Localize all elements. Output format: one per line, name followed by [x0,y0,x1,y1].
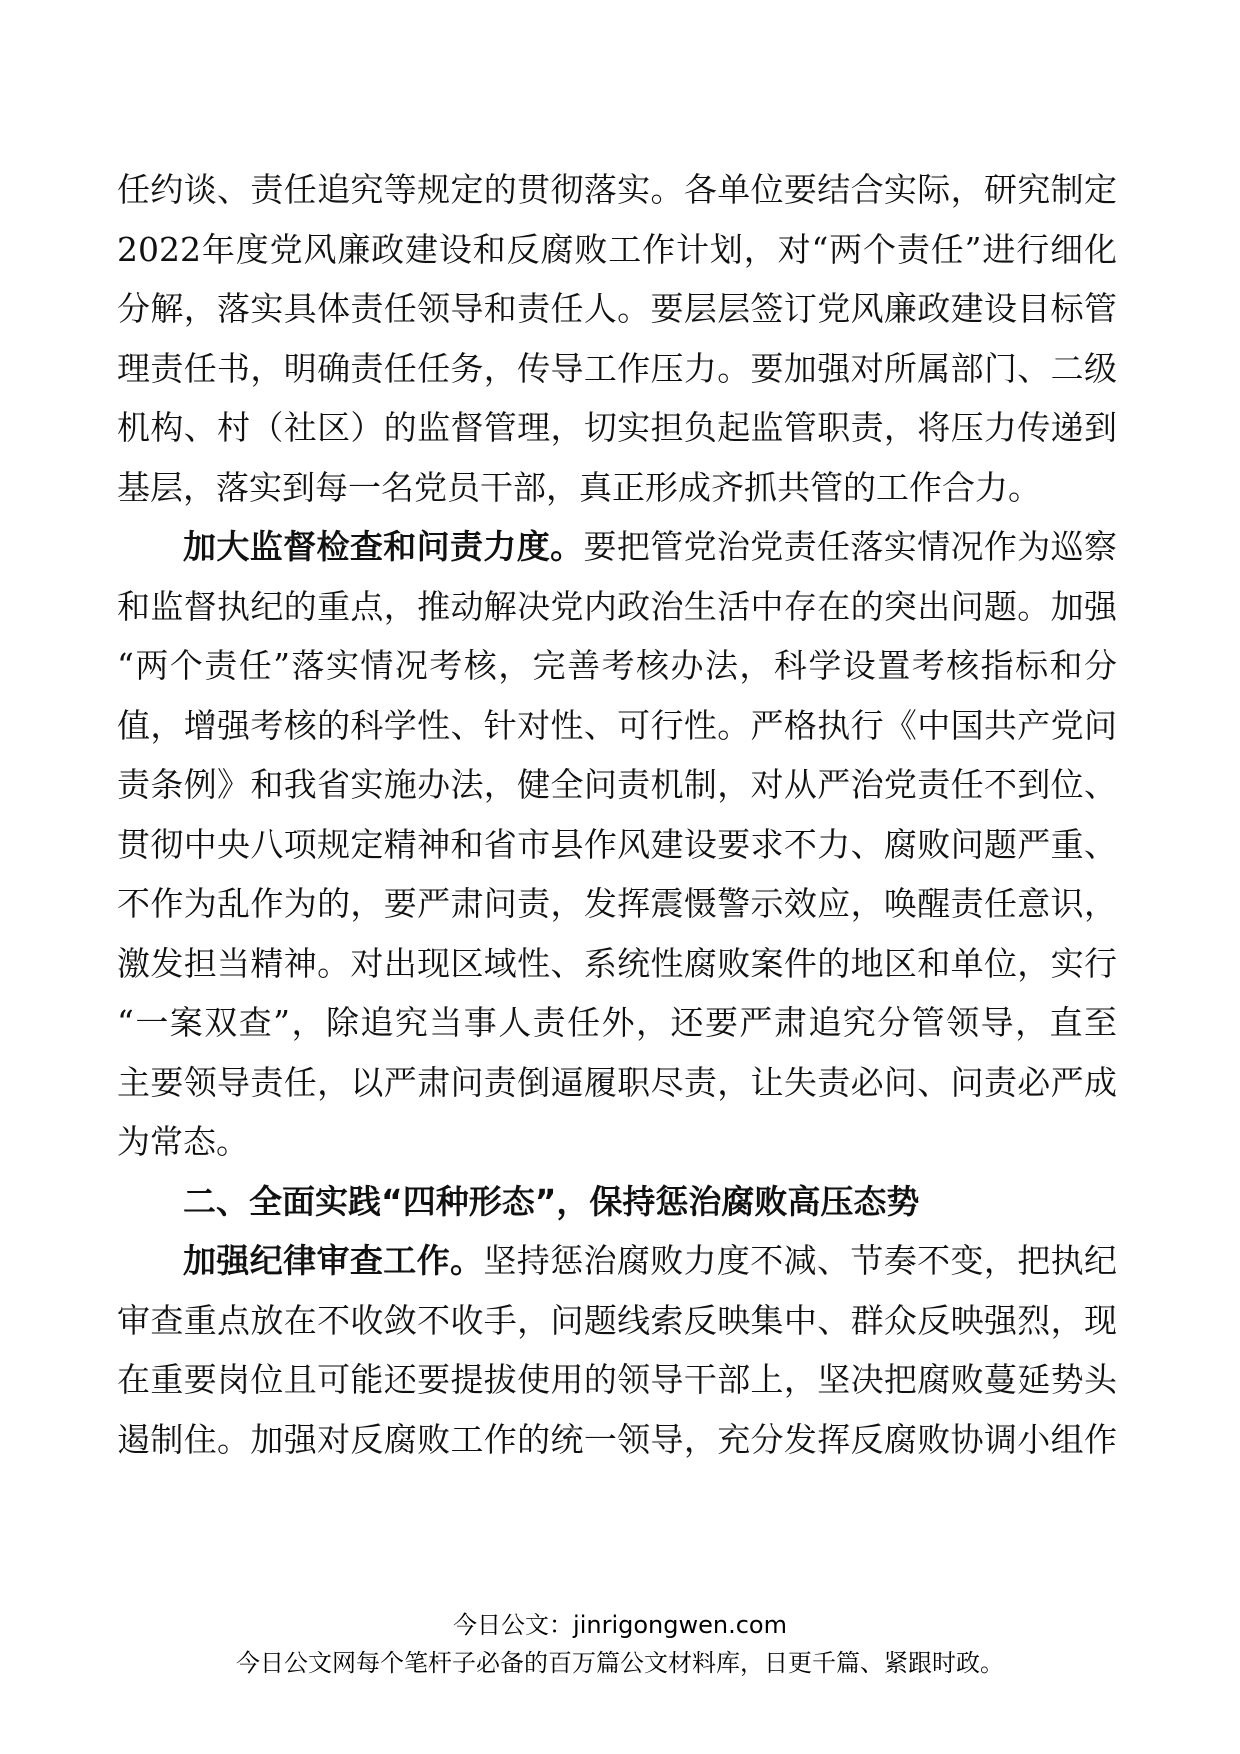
paragraph-line: 责条例》和我省实施办法，健全问责机制，对从严治党责任不到位、 [117,765,1117,804]
paragraph-text: 要把管党治党责任落实情况作为巡察 [583,527,1117,566]
paragraph-line: 2022年度党风廉政建设和反腐败工作计划，对“两个责任”进行细化 [117,229,1117,269]
document-body [117,160,1117,1469]
section-heading: 二、全面实践“四种形态”，保持惩治腐败高压态势 [183,1181,920,1221]
paragraph-line: “两个责任”落实情况考核，完善考核办法，科学设置考核指标和分 [117,646,1117,685]
paragraph-line: 审查重点放在不收敛不收手，问题线索反映集中、群众反映强烈，现 [117,1300,1117,1340]
paragraph-line: 主要领导责任，以严肃问责倒逼履职尽责，让失责必问、问责必严成 [117,1062,1117,1102]
footer-slogan: 今日公文网每个笔杆子必备的百万篇公文材料库，日更千篇、紧跟时政。 [236,1649,1004,1677]
paragraph-line: 和监督执纪的重点，推动解决党内政治生活中存在的突出问题。加强 [117,586,1117,626]
paragraph-line: “一案双查”，除追究当事人责任外，还要严肃追究分管领导，直至 [117,1003,1117,1042]
paragraph-line: 任约谈、责任追究等规定的贯彻落实。各单位要结合实际，研究制定 [117,170,1117,209]
paragraph-title: 加大监督检查和问责力度。 [183,527,584,566]
paragraph-text: 坚持惩治腐败力度不减、节奏不变，把执纪 [483,1241,1117,1280]
paragraph-line: 贯彻中央八项规定精神和省市县作风建设要求不力、腐败问题严重、 [117,824,1117,864]
paragraph-line: 理责任书，明确责任任务，传导工作压力。要加强对所属部门、二级 [117,348,1117,388]
paragraph-line: 机构、村（社区）的监督管理，切实担负起监管职责，将压力传递到 [117,408,1117,447]
paragraph-line: 值，增强考核的科学性、针对性、可行性。严格执行《中国共产党问 [117,705,1117,745]
paragraph-line: 不作为乱作为的，要严肃问责，发挥震慑警示效应，唤醒责任意识， [117,884,1117,923]
paragraph-line: 遏制住。加强对反腐败工作的统一领导，充分发挥反腐败协调小组作 [117,1419,1117,1459]
paragraph-line: 基层，落实到每一名党员干部，真正形成齐抓共管的工作合力。 [117,467,1041,507]
paragraph-line: 在重要岗位且可能还要提拔使用的领导干部上，坚决把腐败蔓延势头 [117,1360,1117,1399]
paragraph-first-line [117,517,1117,577]
paragraph-first-line [117,1231,1117,1291]
paragraph-title: 加强纪律审查工作。 [183,1241,484,1280]
paragraph-line: 激发担当精神。对出现区域性、系统性腐败案件的地区和单位，实行 [117,943,1117,983]
footer-site-link[interactable]: 今日公文：jinrigongwen.com [453,1611,787,1639]
paragraph-line: 为常态。 [117,1122,249,1161]
paragraph-line: 分解，落实具体责任领导和责任人。要层层签订党风廉政建设目标管 [117,289,1117,328]
